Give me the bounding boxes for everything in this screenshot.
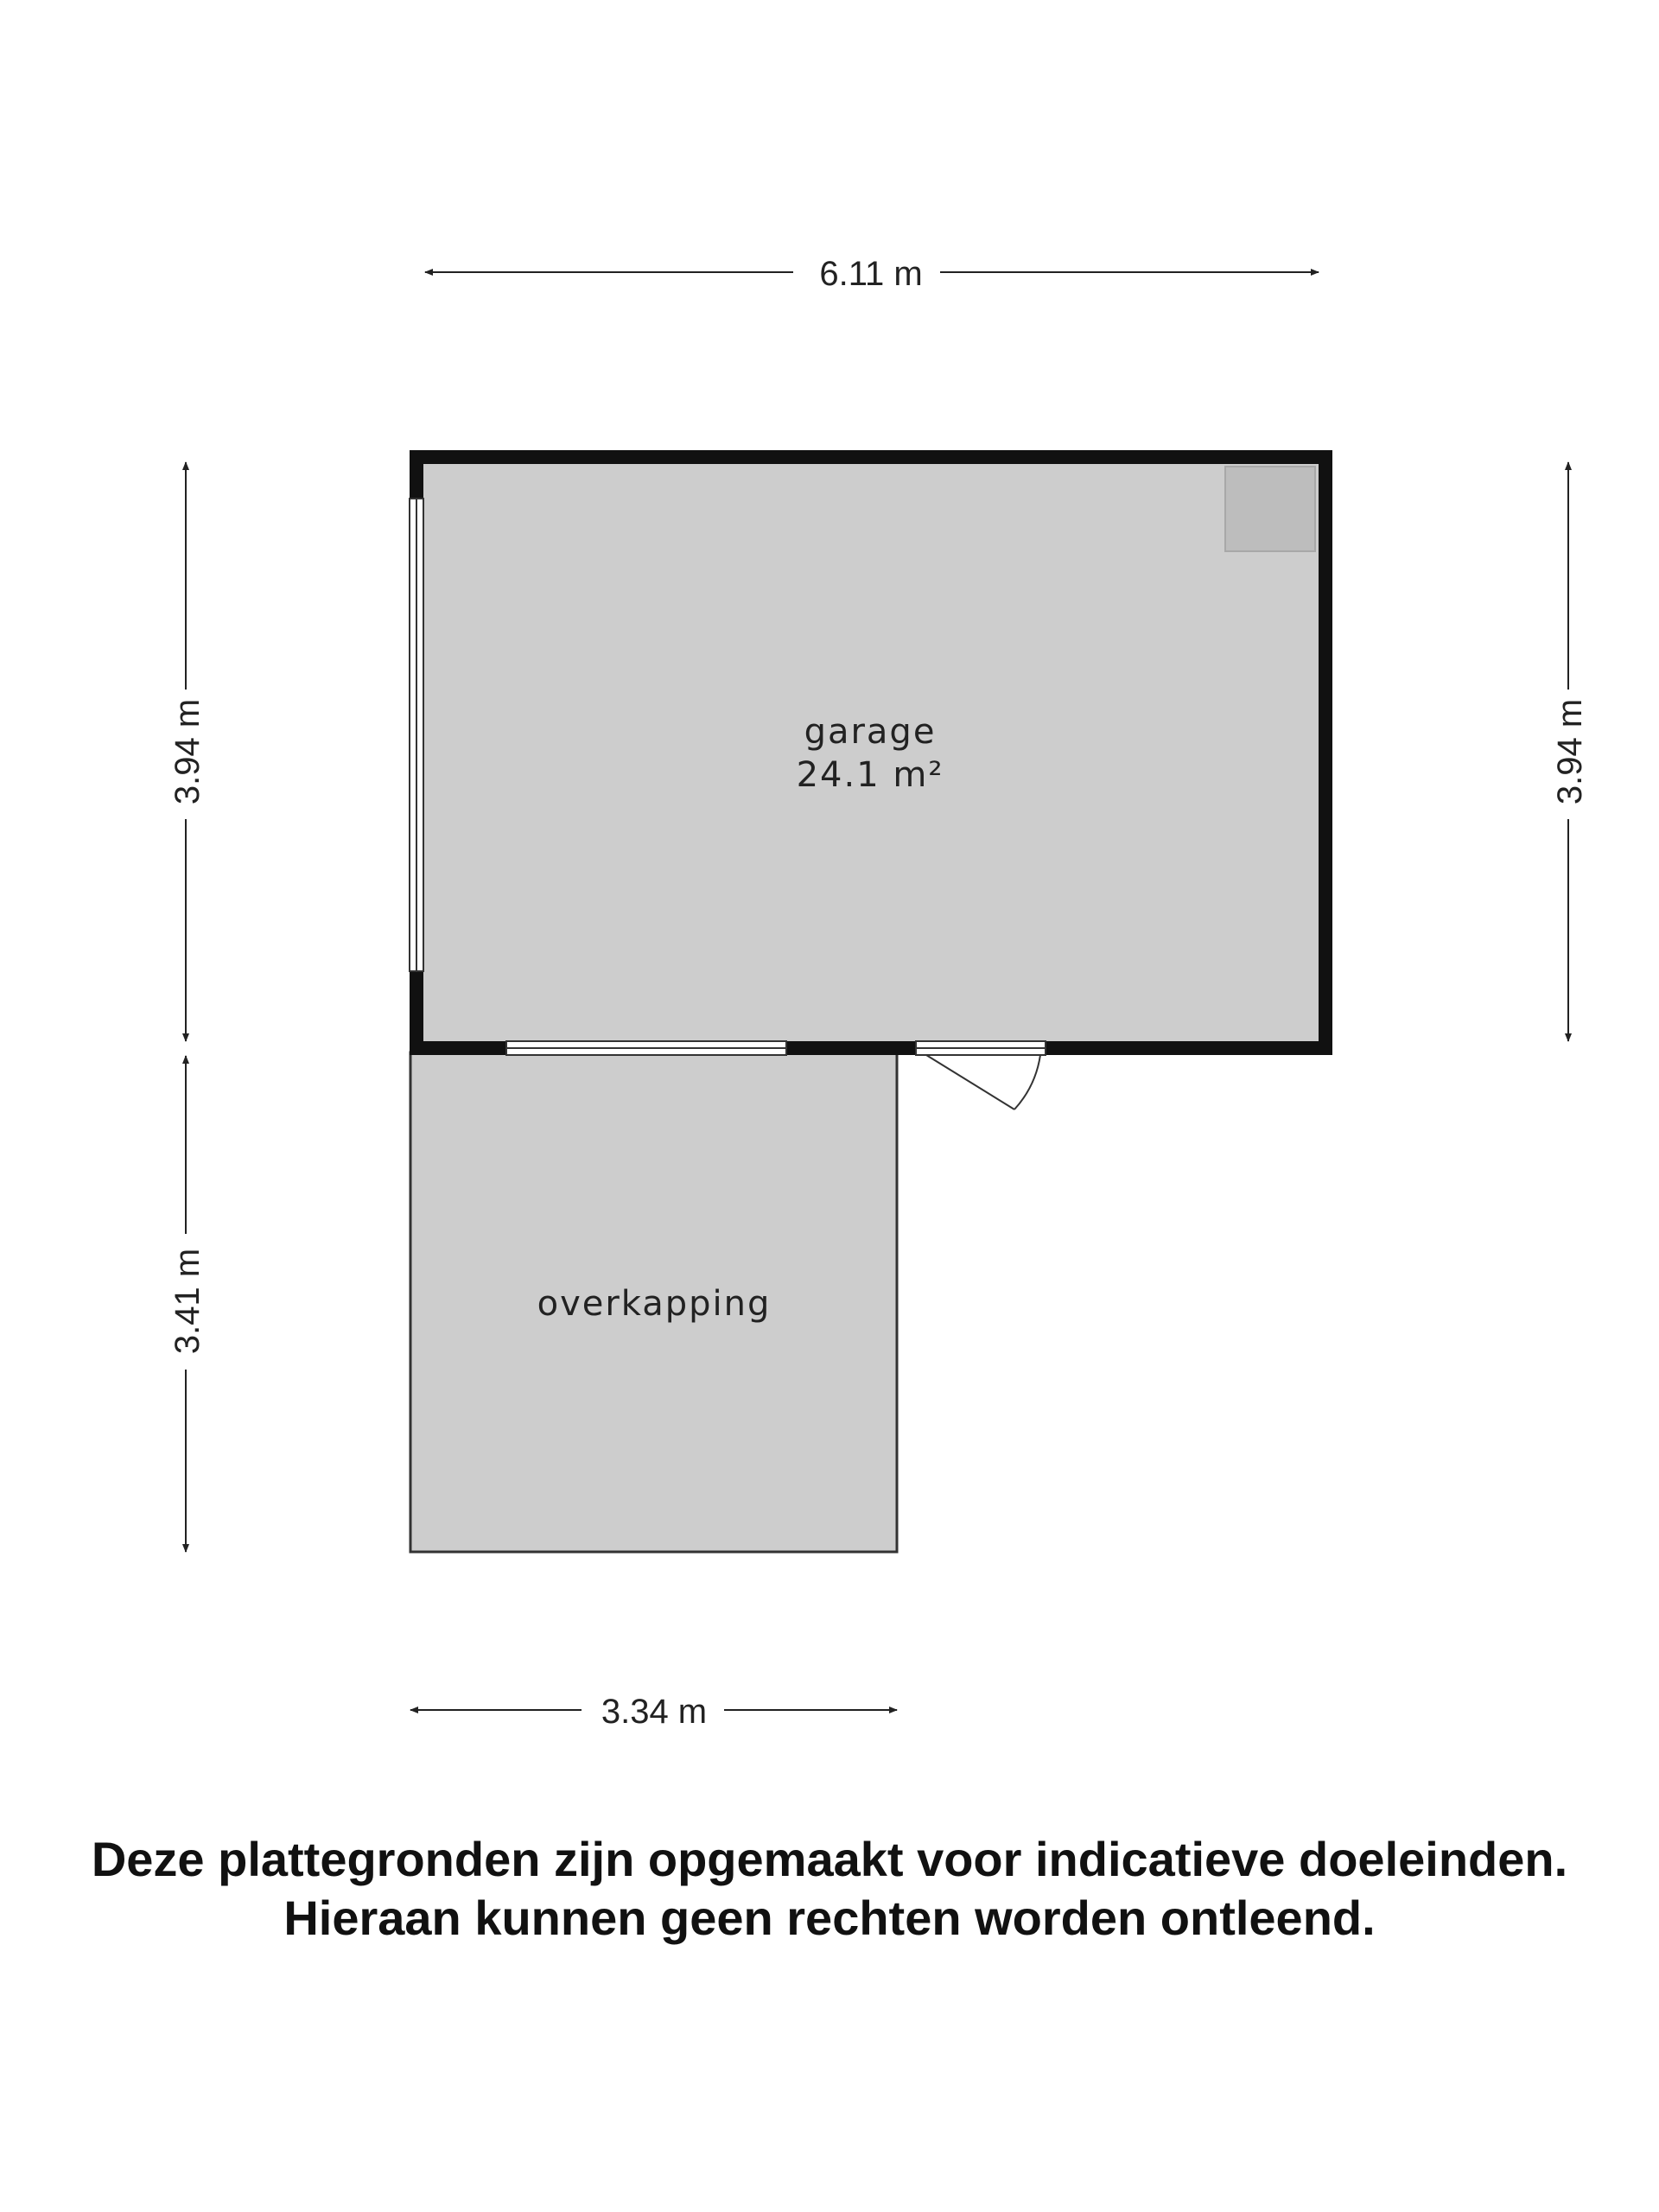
garage-door	[916, 1041, 1046, 1109]
dimension-left-garage-height	[168, 462, 207, 1041]
overkapping-room-name: overkapping	[537, 1284, 772, 1324]
dimension-bottom-overkapping-width-label: 3.34 m	[601, 1693, 708, 1731]
disclaimer-line-1: Deze plattegronden zijn opgemaakt voor indicatieve doeleinden.	[91, 1832, 1568, 1886]
dimension-top-width-label: 6.11 m	[819, 255, 923, 293]
disclaimer	[0, 1830, 1659, 1948]
garage-room	[417, 458, 1319, 1046]
bottom-window	[506, 1041, 786, 1055]
left-window	[410, 499, 423, 971]
disclaimer-line-2: Hieraan kunnen geen rechten worden ontleend.	[283, 1891, 1376, 1945]
garage-room-area: 24.1 m²	[796, 755, 944, 795]
garage-room-name: garage	[804, 712, 937, 752]
dimension-left-overkapping-height-label: 3.41 m	[168, 1248, 207, 1355]
door-swing-arc	[1014, 1055, 1040, 1109]
corner-fixture	[1225, 467, 1315, 551]
dimension-left-garage-height-label: 3.94 m	[168, 698, 207, 805]
dimension-top-width	[425, 255, 1319, 293]
door-leaf	[926, 1055, 1014, 1109]
dimension-right-garage-height-label: 3.94 m	[1551, 698, 1589, 805]
dimension-left-overkapping-height	[168, 1056, 207, 1552]
dimension-right-garage-height	[1551, 462, 1589, 1041]
dimension-bottom-overkapping-width	[410, 1693, 897, 1731]
